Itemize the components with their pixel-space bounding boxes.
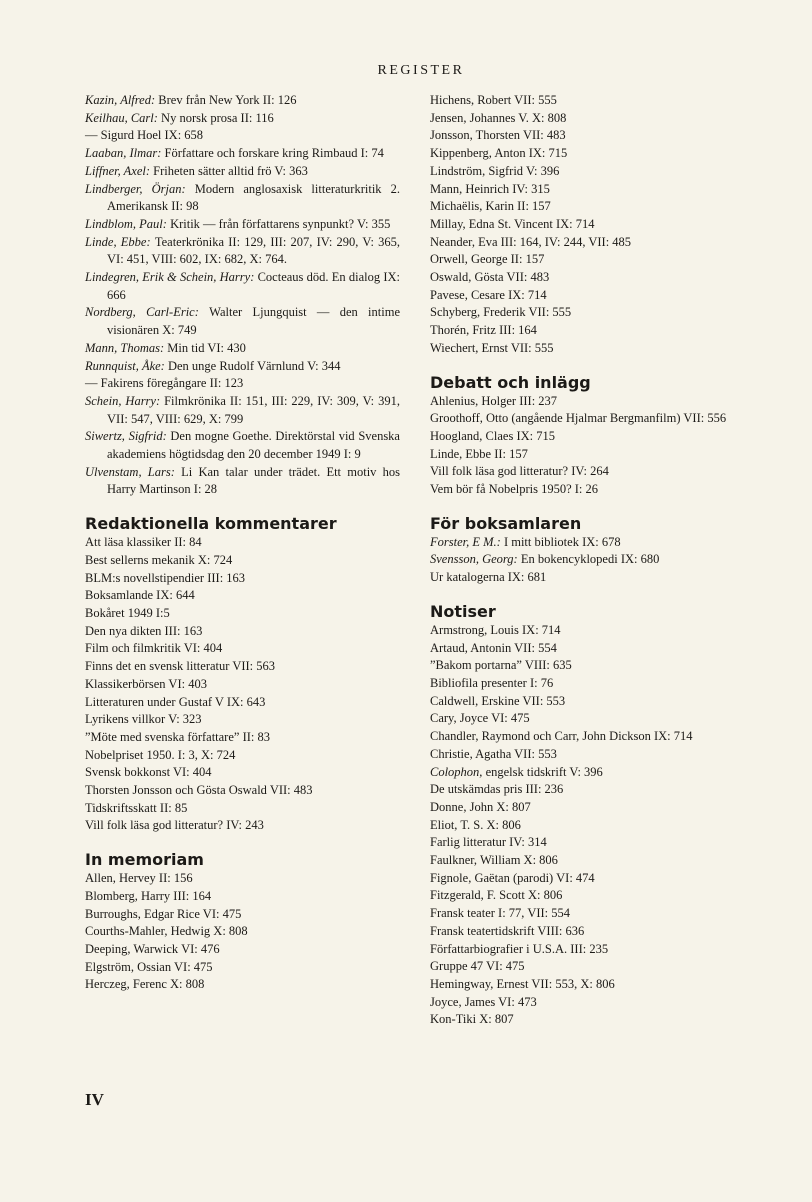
index-entry — [430, 287, 760, 305]
entry-text: Den nya dikten III: 163 — [85, 623, 203, 638]
entry-text: Ur katalogerna IX: 681 — [430, 570, 547, 585]
entry-author: Schein, Harry: — [85, 393, 165, 408]
right-column — [430, 92, 760, 1029]
entry-author: Nordberg, Carl-Eric: — [85, 305, 210, 320]
index-entry — [85, 216, 400, 234]
index-entry — [430, 710, 760, 728]
entry-text: — Sigurd Hoel IX: 658 — [85, 128, 204, 143]
entry-author: Colophon, — [430, 764, 486, 779]
index-entry — [430, 905, 760, 923]
entry-author: Ulvenstam, Lars: — [85, 464, 182, 479]
section-title: In memoriam — [85, 850, 204, 870]
entry-text: Li Kan talar under trädet. Ett motiv hos Harry Martinson I: 28 — [107, 464, 401, 497]
index-entry — [430, 269, 760, 287]
index-entry — [85, 127, 400, 145]
entry-author: Mann, Thomas: — [85, 340, 168, 355]
index-entry — [85, 923, 400, 941]
entry-text: Litteraturen under Gustaf V IX: 643 — [85, 694, 266, 709]
entry-text: engelsk tidskrift V: 396 — [485, 764, 603, 779]
index-entry — [85, 694, 400, 712]
entry-text: Donne, John X: 807 — [430, 799, 531, 814]
section-title: För boksamlaren — [430, 513, 582, 533]
entry-text: Chandler, Raymond och Carr, John Dickson IX: 714 — [430, 729, 693, 744]
index-entry — [430, 322, 760, 340]
index-entry — [85, 888, 400, 906]
entry-text: Joyce, James VI: 473 — [430, 994, 537, 1009]
entry-author: Liffner, Axel: — [85, 163, 154, 178]
index-entry — [430, 976, 760, 994]
entry-text: Jonsson, Thorsten VII: 483 — [430, 128, 566, 143]
index-entry — [430, 817, 760, 835]
index-entry — [85, 163, 400, 181]
index-entry — [430, 393, 760, 411]
index-entry — [430, 481, 760, 499]
index-entry — [85, 587, 400, 605]
entry-text: Finns det en svensk litteratur VII: 563 — [85, 659, 276, 674]
entry-text: Eliot, T. S. X: 806 — [430, 817, 521, 832]
entry-text: BLM:s novellstipendier III: 163 — [85, 570, 246, 585]
index-entry — [85, 640, 400, 658]
index-section — [85, 514, 400, 835]
entry-author: Lindblom, Paul: — [85, 216, 171, 231]
entry-text: Fransk teatertidskrift VIII: 636 — [430, 923, 585, 938]
index-entry — [430, 994, 760, 1012]
entry-text: Brev från New York II: 126 — [158, 93, 297, 107]
entry-text: Faulkner, William X: 806 — [430, 853, 558, 868]
entry-text: Deeping, Warwick VI: 476 — [85, 941, 220, 956]
index-section — [430, 602, 760, 1029]
entry-text: Den mogne Goethe. Direktörstal vid Svenska akademiens högtidsdag den 20 december 1949 I: 9 — [107, 429, 400, 462]
entry-text: Burroughs, Edgar Rice VI: 475 — [85, 906, 242, 921]
index-entry — [430, 887, 760, 905]
index-entry — [430, 746, 760, 764]
entry-text: Ny norsk prosa II: 116 — [161, 110, 274, 125]
entry-text: ”Bakom portarna” VIII: 635 — [430, 658, 572, 673]
index-entry — [85, 234, 400, 269]
index-entry — [430, 428, 760, 446]
index-entry — [85, 393, 400, 428]
index-entry — [85, 605, 400, 623]
index-entry — [85, 676, 400, 694]
index-section — [430, 514, 760, 587]
index-entry — [430, 251, 760, 269]
index-entry — [430, 145, 760, 163]
index-entry — [85, 817, 400, 835]
index-entry — [430, 728, 760, 746]
entry-author: Laaban, Ilmar: — [85, 146, 165, 161]
index-entry — [430, 622, 760, 640]
index-entry — [85, 976, 400, 994]
entry-author: Keilhau, Carl: — [85, 110, 162, 125]
index-entry — [85, 870, 400, 888]
index-entry — [430, 764, 760, 782]
entry-text: Neander, Eva III: 164, IV: 244, VII: 485 — [430, 234, 632, 249]
index-entry — [430, 410, 760, 428]
entry-text: Gruppe 47 VI: 475 — [430, 959, 525, 974]
entry-text: Allen, Hervey II: 156 — [85, 871, 193, 886]
entry-author: Kazin, Alfred: — [85, 93, 159, 107]
entry-text: Tidskriftsskatt II: 85 — [85, 800, 188, 815]
index-entry — [85, 552, 400, 570]
entry-text: Caldwell, Erskine VII: 553 — [430, 693, 566, 708]
entry-text: Nobelpriset 1950. I: 3, X: 724 — [85, 747, 236, 762]
entry-text: Hemingway, Ernest VII: 553, X: 806 — [430, 976, 615, 991]
index-entry — [85, 747, 400, 765]
index-entry — [85, 145, 400, 163]
index-section — [430, 373, 760, 499]
index-entry — [430, 198, 760, 216]
entry-text: Michaëlis, Karin II: 157 — [430, 199, 551, 214]
index-entry — [430, 551, 760, 569]
index-entry — [430, 852, 760, 870]
entry-text: Pavese, Cesare IX: 714 — [430, 287, 547, 302]
entry-text: Wiechert, Ernst VII: 555 — [430, 340, 554, 355]
index-entry — [85, 711, 400, 729]
entry-author: Svensson, Georg: — [430, 552, 521, 567]
entry-text: Orwell, George II: 157 — [430, 252, 545, 267]
entry-text: Friheten sätter alltid frö V: 363 — [153, 163, 308, 178]
entry-text: En bokencyklopedi IX: 680 — [520, 552, 660, 567]
index-entry — [85, 464, 400, 499]
index-entry — [430, 1011, 760, 1029]
index-entry — [85, 181, 400, 216]
entry-author: Lindegren, Erik & Schein, Harry: — [85, 270, 258, 285]
entry-text: Jensen, Johannes V. X: 808 — [430, 110, 567, 125]
entry-author: Forster, E M.: — [430, 534, 504, 549]
entry-text: Ahlenius, Holger III: 237 — [430, 393, 558, 408]
entry-text: ”Möte med svenska författare” II: 83 — [85, 729, 270, 744]
left-column — [85, 92, 400, 994]
index-entry — [85, 570, 400, 588]
index-entry — [430, 446, 760, 464]
entry-author: Runnquist, Åke: — [85, 358, 168, 373]
entry-text: Film och filmkritik VI: 404 — [85, 641, 223, 656]
entry-text: Fransk teater I: 77, VII: 554 — [430, 906, 571, 921]
index-section — [85, 850, 400, 994]
index-entry — [430, 181, 760, 199]
index-entry — [85, 764, 400, 782]
entry-text: Linde, Ebbe II: 157 — [430, 446, 528, 461]
index-entry — [430, 163, 760, 181]
index-entry — [85, 782, 400, 800]
entry-text: Teaterkrönika II: 129, III: 207, IV: 290, V: 365, VI: 451, VIII: 602, IX: 682, X: 764. — [107, 234, 400, 267]
page-header: REGISTER — [377, 63, 465, 78]
entry-author: Linde, Ebbe: — [85, 234, 155, 249]
entry-text: Hoogland, Claes IX: 715 — [430, 428, 555, 443]
entry-text: Bokåret 1949 I:5 — [85, 605, 170, 620]
index-entry — [85, 110, 400, 128]
section-title: Redaktionella kommentarer — [85, 514, 337, 534]
entry-text: Vem bör få Nobelpris 1950? I: 26 — [430, 482, 599, 497]
entry-author: Siwertz, Sigfrid: — [85, 429, 171, 444]
index-entry — [430, 304, 760, 322]
index-entry — [430, 781, 760, 799]
section-title: Notiser — [430, 601, 496, 621]
index-entry — [430, 923, 760, 941]
index-entry — [430, 216, 760, 234]
entry-text: — Fakirens föregångare II: 123 — [85, 376, 244, 391]
index-entry — [85, 729, 400, 747]
entry-text: Kippenberg, Anton IX: 715 — [430, 146, 568, 161]
index-entry — [85, 800, 400, 818]
index-entry — [430, 534, 760, 552]
entry-text: Boksamlande IX: 644 — [85, 588, 195, 603]
entry-text: Lindström, Sigfrid V: 396 — [430, 163, 560, 178]
entry-text: Oswald, Gösta VII: 483 — [430, 270, 550, 285]
entry-text: Elgström, Ossian VI: 475 — [85, 959, 213, 974]
entry-text: Walter Ljungquist — den intime visionären X: 749 — [107, 305, 400, 338]
entry-text: Blomberg, Harry III: 164 — [85, 888, 212, 903]
entry-text: Schyberg, Frederik VII: 555 — [430, 305, 572, 320]
entry-text: Armstrong, Louis IX: 714 — [430, 622, 561, 637]
entry-text: Groothoff, Otto (angående Hjalmar Bergmanfilm) VII: 556 — [430, 411, 727, 426]
index-entry — [430, 799, 760, 817]
index-entry — [85, 959, 400, 977]
index-entry — [85, 375, 400, 393]
entry-text: Svensk bokkonst VI: 404 — [85, 765, 212, 780]
index-entry — [430, 693, 760, 711]
index-entry — [430, 640, 760, 658]
entry-text: Thorsten Jonsson och Gösta Oswald VII: 483 — [85, 783, 313, 798]
entry-text: Modern anglosaxisk litteraturkritik 2. Amerikansk II: 98 — [107, 181, 400, 214]
entry-text: Att läsa klassiker II: 84 — [85, 535, 202, 550]
index-entry — [85, 92, 400, 110]
entry-text: Hichens, Robert VII: 555 — [430, 93, 557, 107]
entry-text: Författarbiografier i U.S.A. III: 235 — [430, 941, 609, 956]
index-entry — [430, 870, 760, 888]
index-entry — [85, 358, 400, 376]
entry-author: Lindberger, Örjan: — [85, 181, 195, 196]
entry-text: Cary, Joyce VI: 475 — [430, 711, 530, 726]
entry-text: Farlig litteratur IV: 314 — [430, 835, 547, 850]
index-entry — [85, 941, 400, 959]
index-entry — [430, 941, 760, 959]
entry-text: I mitt bibliotek IX: 678 — [503, 534, 621, 549]
index-entry — [430, 657, 760, 675]
index-entry — [430, 234, 760, 252]
entry-text: Den unge Rudolf Värnlund V: 344 — [167, 358, 341, 373]
entry-text: Millay, Edna St. Vincent IX: 714 — [430, 216, 595, 231]
index-entry — [85, 623, 400, 641]
entry-text: Thorén, Fritz III: 164 — [430, 323, 537, 338]
entry-text: Vill folk läsa god litteratur? IV: 264 — [430, 464, 609, 479]
index-entry — [85, 304, 400, 339]
entry-text: Christie, Agatha VII: 553 — [430, 746, 557, 761]
entry-text: Best sellerns mekanik X: 724 — [85, 552, 233, 567]
index-entry — [430, 110, 760, 128]
entry-text: Cocteaus död. En dialog IX: 666 — [107, 270, 400, 302]
entry-text: Vill folk läsa god litteratur? IV: 243 — [85, 818, 264, 833]
entry-text: Författare och forskare kring Rimbaud I: 74 — [164, 146, 384, 161]
index-entry — [430, 569, 760, 587]
index-entry — [85, 906, 400, 924]
index-entry — [85, 658, 400, 676]
entry-text: Fignole, Gaëtan (parodi) VI: 474 — [430, 870, 595, 885]
index-entry — [430, 92, 760, 110]
entry-text: Min tid VI: 430 — [167, 340, 246, 355]
index-entry — [430, 958, 760, 976]
entry-text: Fitzgerald, F. Scott X: 806 — [430, 888, 563, 903]
entry-text: Herczeg, Ferenc X: 808 — [85, 977, 205, 992]
index-entry — [85, 340, 400, 358]
page-number: IV — [85, 1090, 104, 1109]
entry-text: De utskämdas pris III: 236 — [430, 782, 564, 797]
entry-text: Bibliofila presenter I: 76 — [430, 675, 554, 690]
entry-text: Klassikerbörsen VI: 403 — [85, 676, 207, 691]
index-entry — [430, 340, 760, 358]
entry-text: Lyrikens villkor V: 323 — [85, 712, 202, 727]
entry-text: Artaud, Antonin VII: 554 — [430, 640, 557, 655]
index-entry — [85, 269, 400, 304]
index-entry — [430, 834, 760, 852]
index-entry — [430, 127, 760, 145]
section-title: Debatt och inlägg — [430, 372, 591, 392]
index-entry — [430, 675, 760, 693]
entry-text: Filmkrönika II: 151, III: 229, IV: 309, V: 391, VII: 547, VIII: 629, X: 799 — [107, 393, 400, 426]
index-entry — [430, 463, 760, 481]
index-entry — [85, 534, 400, 552]
entry-text: Kritik — från författarens synpunkt? V: 355 — [170, 216, 391, 231]
entry-text: Courths-Mahler, Hedwig X: 808 — [85, 924, 248, 939]
entry-text: Mann, Heinrich IV: 315 — [430, 181, 550, 196]
entry-text: Kon-Tiki X: 807 — [430, 1012, 514, 1027]
index-entry — [85, 428, 400, 463]
